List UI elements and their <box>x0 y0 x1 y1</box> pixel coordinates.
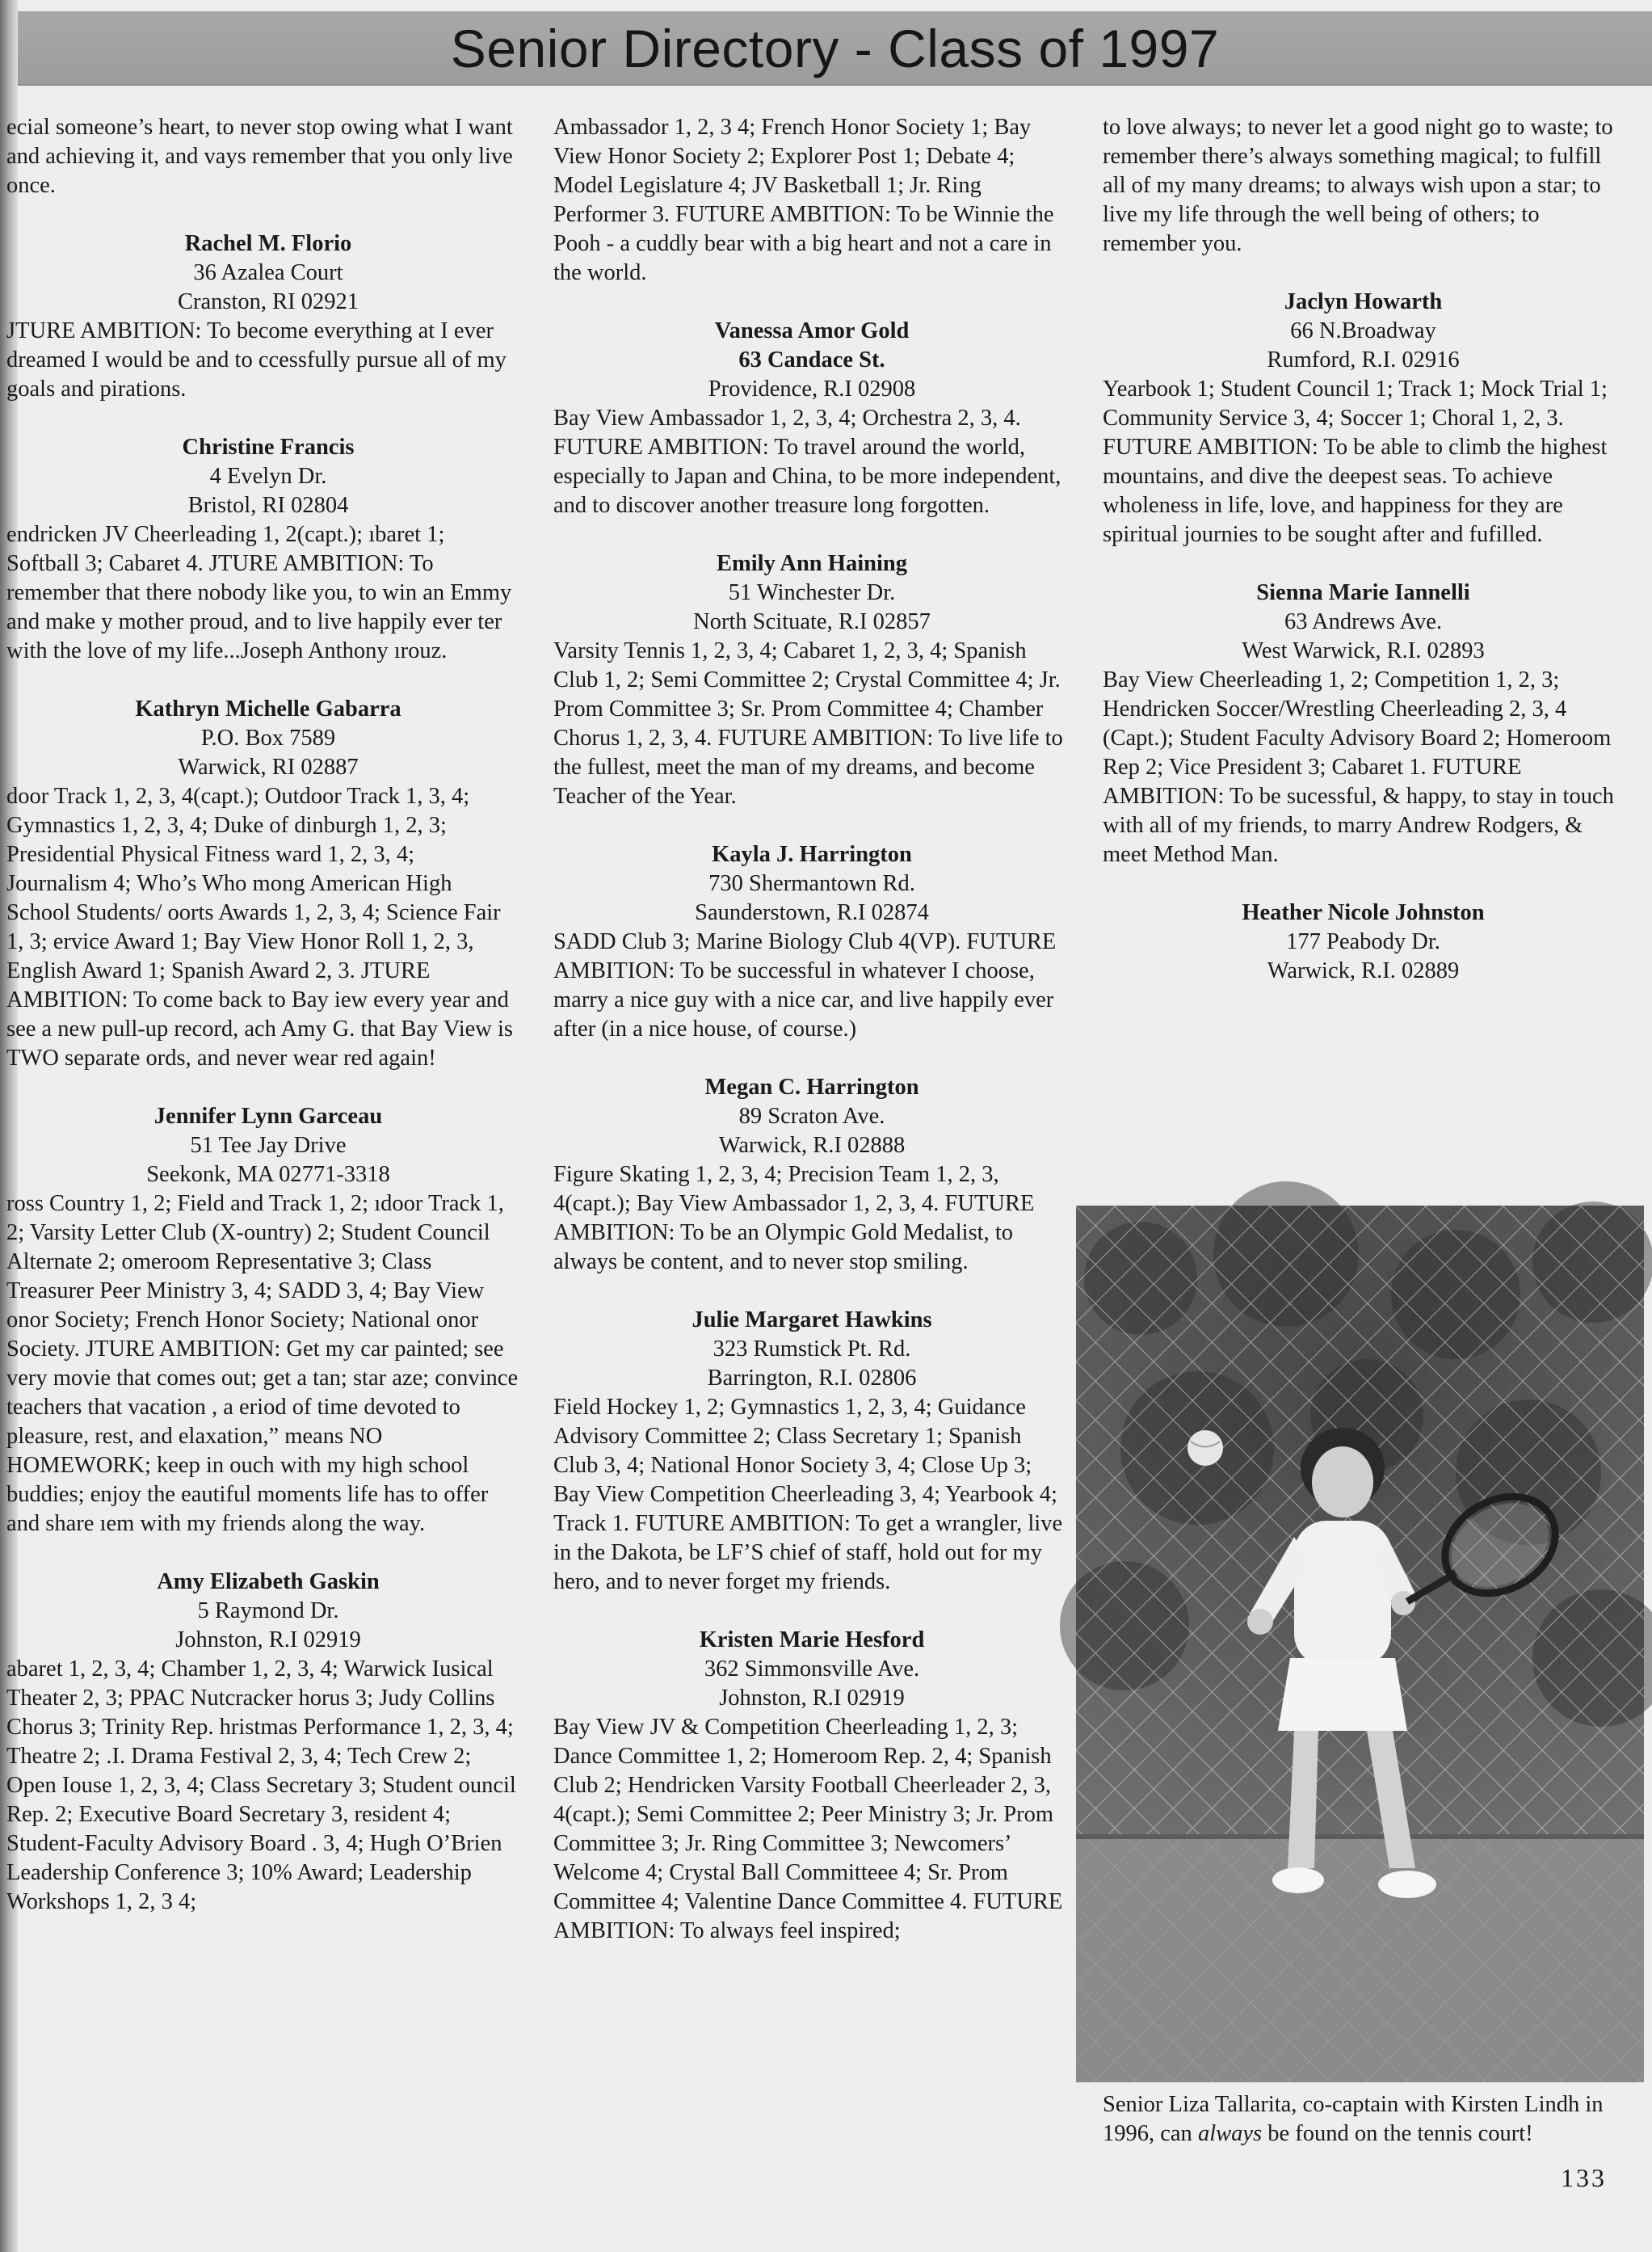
senior-street: 4 Evelyn Dr. <box>209 464 327 489</box>
senior-city: Bristol, RI 02804 <box>187 493 349 518</box>
senior-name: Jaclyn Howarth <box>1284 289 1443 314</box>
senior-street: 63 Andrews Ave. <box>1284 609 1442 634</box>
senior-name: Rachel M. Florio <box>184 231 352 256</box>
senior-city: Johnston, R.I 02919 <box>175 1627 361 1652</box>
senior-name: Jennifer Lynn Garceau <box>153 1104 383 1129</box>
caption-text-end: be found on the tennis court! <box>1262 2121 1533 2146</box>
column-2 <box>553 113 1070 1975</box>
tennis-photo <box>1076 1206 1644 2082</box>
column-3 <box>1103 113 1624 1015</box>
senior-entry <box>1103 899 1624 986</box>
senior-activities: door Track 1, 2, 3, 4(capt.); Outdoor Track 1, 3, 4; Gymnastics 1, 2, 3, 4; Duke of dinburgh 1, 2, 3; Presidential Physical Fitness ward 1, 2, 3, 4; Journalism 4; Who’s Who mong American High School Students/ oorts Awards 1, 2, 3, 4; Science Fair 1, 3; ervice Award 1; Bay View Honor Roll 1, 2, 3, English Award 1; Spanish Award 2, 3. JTURE AMBITION: To come back to Bay iew every year and see a new pull-up record, ach Amy G. that Bay View is TWO separate ords, and never wear red again! <box>6 784 513 1071</box>
senior-city: Barrington, R.I. 02806 <box>707 1366 917 1391</box>
senior-entry <box>6 229 519 404</box>
senior-city: Warwick, RI 02887 <box>178 755 359 780</box>
senior-entry <box>553 1073 1070 1277</box>
senior-street: 323 Rumstick Pt. Rd. <box>713 1336 911 1362</box>
page-number: 133 <box>1561 2163 1607 2192</box>
caption-emphasis: always <box>1197 2121 1263 2146</box>
continued-text: Ambassador 1, 2, 3 4; French Honor Society 1; Bay View Honor Society 2; Explorer Post 1; Debate 4; Model Legislature 4; JV Basketball 1; Jr. Ring Performer 3. FUTURE AMBITION: To be Winnie the Pooh - a cuddly bear with a big heart and not a care in the world. <box>553 115 1054 285</box>
senior-activities: Bay View Cheerleading 1, 2; Competition 1, 2, 3; Hendricken Soccer/Wrestling Cheerleading 2, 3, 4 (Capt.); Student Faculty Advisory Board 2; Homeroom Rep 2; Vice President 3; Cabaret 1. FUTURE AMBITION: To be sucessful, & happy, to stay in touch with all of my friends, to marry Andrew Rodgers, & meet Method Man. <box>1103 667 1614 867</box>
senior-city: Warwick, R.I 02888 <box>718 1133 906 1158</box>
senior-name: Kayla J. Harrington <box>712 842 912 867</box>
senior-entry <box>6 1102 519 1539</box>
caption-text: Senior Liza Tallarita, co-captain with Kirsten Lindh in 1996, can <box>1103 2092 1604 2146</box>
senior-name: Vanessa Amor Gold <box>714 318 910 343</box>
senior-name: Sienna Marie Iannelli <box>1256 580 1470 605</box>
senior-activities: abaret 1, 2, 3, 4; Chamber 1, 2, 3, 4; Warwick Iusical Theater 2, 3; PPAC Nutcracker horus 3; Judy Collins Chorus 3; Trinity Rep. hristmas Performance 1, 2, 3, 4; Theatre 2; .I. Drama Festival 2, 3, 4; Tech Crew 2; Open Iouse 1, 2, 3, 4; Class Secretary 3; Student ouncil Rep. 2; Executive Board Secretary 3, resident 4; Student-Faculty Advisory Board . 3, 4; Hugh O’Brien Leadership Conference 3; 10% Award; Leadership Workshops 1, 2, 3 4; <box>6 1656 516 1914</box>
senior-name: Emily Ann Haining <box>716 551 907 576</box>
senior-entry <box>6 433 519 666</box>
senior-entry <box>1103 579 1624 869</box>
senior-street: 5 Raymond Dr. <box>197 1598 339 1623</box>
senior-city: Saunderstown, R.I 02874 <box>695 900 929 925</box>
continued-text: ecial someone’s heart, to never stop owing what I want and achieving it, and vays remember that you only live once. <box>6 115 513 198</box>
senior-city: Seekonk, MA 02771-3318 <box>146 1162 390 1187</box>
senior-activities: Field Hockey 1, 2; Gymnastics 1, 2, 3, 4; Guidance Advisory Committee 2; Class Secretary 1; Spanish Club 3, 4; National Honor Society 3, 4; Close Up 3; Bay View Competition Cheerleading 3, 4; Yearbook 4; Track 1. FUTURE AMBITION: To get a wrangler, live in the Dakota, be LF’S chief of staff, hold out for my hero, and to never forget my friends. <box>553 1395 1063 1594</box>
senior-name: Kathryn Michelle Gabarra <box>135 697 401 722</box>
senior-city: Johnston, R.I 02919 <box>719 1686 905 1711</box>
senior-activities: Bay View Ambassador 1, 2, 3, 4; Orchestra 2, 3, 4. FUTURE AMBITION: To travel around the world, especially to Japan and China, to be more independent, and to discover another treasure long forgotten. <box>553 406 1061 518</box>
senior-street: 36 Azalea Court <box>193 260 343 285</box>
senior-name: Megan C. Harrington <box>704 1075 919 1100</box>
senior-city: North Scituate, R.I 02857 <box>693 609 931 634</box>
senior-activities: Varsity Tennis 1, 2, 3, 4; Cabaret 1, 2, 3, 4; Spanish Club 1, 2; Semi Committee 2; Crystal Committee 4; Jr. Prom Committee 3; Sr. Prom Committee 4; Chamber Chorus 1, 2, 3, 4. FUTURE AMBITION: To live life to the fullest, meet the man of my dreams, and become Teacher of the Year. <box>553 638 1063 809</box>
senior-activities: ross Country 1, 2; Field and Track 1, 2; ıdoor Track 1, 2; Varsity Letter Club (X-ountry) 2; Student Council Alternate 2; omeroom Representative 3; Class Treasurer Peer Ministry 3, 4; SADD 3, 4; Bay View onor Society; French Honor Society; National onor Society. JTURE AMBITION: Get my car painted; see very movie that comes out; get a tan; star aze; convince teachers that vacation , a eriod of time devoted to pleasure, rest, and elaxation,” means NO HOMEWORK; keep in ouch with my high school buddies; enjoy the eautiful moments life has to offer and share ıem with my friends along the way. <box>6 1191 519 1536</box>
senior-street: P.O. Box 7589 <box>200 726 336 751</box>
senior-activities: Bay View JV & Competition Cheerleading 1, 2, 3; Dance Committee 1, 2; Homeroom Rep. 2, 4; Spanish Club 2; Hendricken Varsity Football Cheerleader 2, 3, 4(capt.); Semi Committee 2; Peer Ministry 3; Jr. Prom Committee 3; Jr. Ring Committee 3; Newcomers’ Welcome 4; Crystal Ball Committeee 4; Sr. Prom Committee 4; Valentine Dance Committee 4. FUTURE AMBITION: To always feel inspired; <box>553 1715 1063 1943</box>
senior-street: 177 Peabody Dr. <box>1286 929 1440 954</box>
senior-activities: JTURE AMBITION: To become everything at I ever dreamed I would be and to ccessfully pursue all of my goals and pirations. <box>6 318 507 402</box>
senior-entry <box>553 1626 1070 1946</box>
photo-caption <box>1103 2090 1624 2149</box>
column-1 <box>6 113 519 1946</box>
senior-entry <box>6 695 519 1073</box>
senior-street: 66 N.Broadway <box>1290 318 1436 343</box>
senior-name: Heather Nicole Johnston <box>1242 900 1485 925</box>
senior-name: Amy Elizabeth Gaskin <box>157 1569 380 1594</box>
senior-street: 63 Candace St. <box>738 347 885 373</box>
senior-entry <box>553 1306 1070 1597</box>
header-bar <box>18 11 1652 86</box>
senior-street: 89 Scraton Ave. <box>738 1104 885 1129</box>
senior-entry <box>553 840 1070 1044</box>
senior-city: Cranston, RI 02921 <box>177 289 359 314</box>
senior-city: Warwick, R.I. 02889 <box>1267 958 1460 983</box>
senior-entry <box>1103 288 1624 549</box>
continued-text: to love always; to never let a good night go to waste; to remember there’s always something magical; to fulfill all of my many dreams; to always wish upon a star; to live my life through the well being of others; to remember you. <box>1103 115 1613 256</box>
senior-street: 362 Simmonsville Ave. <box>704 1656 920 1682</box>
senior-street: 730 Shermantown Rd. <box>708 871 915 896</box>
senior-activities: endricken JV Cheerleading 1, 2(capt.); ıbaret 1; Softball 3; Cabaret 4. JTURE AMBITION: To remember that there nobody like you, to win an Emmy and make y mother proud, and to live happily ever ter with the love of my life...Joseph Anthony ırouz. <box>6 522 512 663</box>
senior-name: Kristen Marie Hesford <box>699 1627 925 1652</box>
senior-activities: SADD Club 3; Marine Biology Club 4(VP). FUTURE AMBITION: To be successful in whatever I choose, marry a nice guy with a nice car, and live happily ever after (in a nice house, of course.) <box>553 929 1057 1042</box>
senior-name: Christine Francis <box>182 435 355 460</box>
senior-entry <box>553 317 1070 520</box>
senior-city: Providence, R.I 02908 <box>708 377 916 402</box>
senior-street: 51 Winchester Dr. <box>728 580 896 605</box>
senior-city: Rumford, R.I. 02916 <box>1267 347 1460 373</box>
senior-entry <box>553 549 1070 811</box>
senior-entry <box>6 1568 519 1917</box>
page-title: Senior Directory - Class of 1997 <box>450 19 1220 78</box>
senior-city: West Warwick, R.I. 02893 <box>1242 638 1485 663</box>
senior-activities: Yearbook 1; Student Council 1; Track 1; Mock Trial 1; Community Service 3, 4; Soccer 1; Choral 1, 2, 3. FUTURE AMBITION: To be able to climb the highest mountains, and dive the deepest seas. To achieve wholeness in life, love, and happiness for they are spiritual journies to be sought after and fufilled. <box>1103 377 1608 547</box>
senior-activities: Figure Skating 1, 2, 3, 4; Precision Team 1, 2, 3, 4(capt.); Bay View Ambassador 1, 2, 3, 4. FUTURE AMBITION: To be an Olympic Gold Medalist, to always be content, and to never stop smiling. <box>553 1162 1035 1274</box>
senior-name: Julie Margaret Hawkins <box>691 1307 932 1332</box>
senior-street: 51 Tee Jay Drive <box>190 1133 347 1158</box>
